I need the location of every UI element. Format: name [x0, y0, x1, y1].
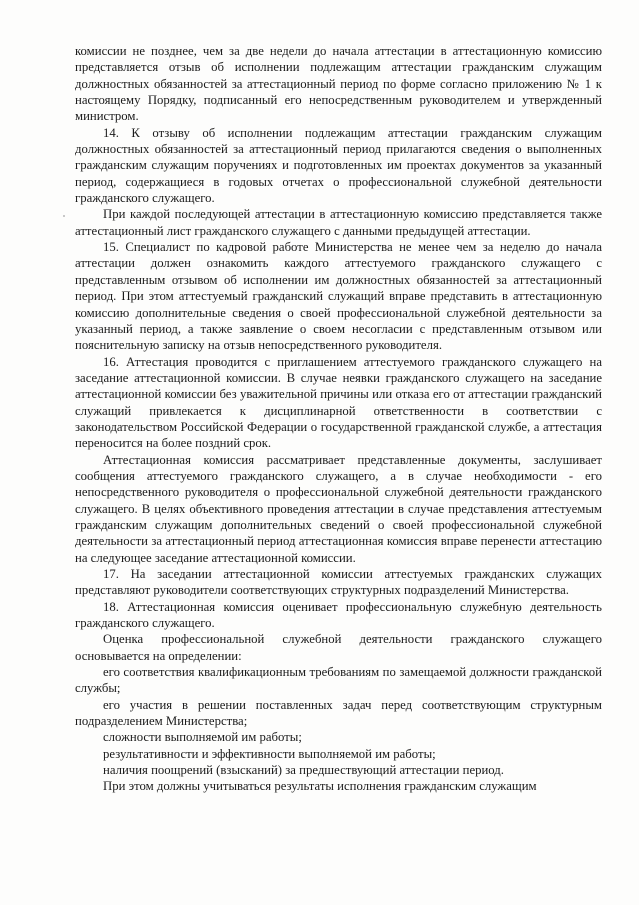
scan-speck [63, 215, 65, 217]
paragraph-16: 16. Аттестация проводится с приглашением аттестуемого гражданского служащего на заседание аттестационной комиссии. В случае неявки гражданского служащего на заседание аттестационной комиссии без уважительной причины или отказа его от аттестации гражданский служащий привлекается к дисциплинарной ответственности в соответствии с законодательством Российской Федерации о государственной гражданской службе, а аттестация переносится на более поздний срок. [75, 354, 602, 451]
list-item-complexity: сложности выполняемой им работы; [103, 730, 302, 745]
document-body [75, 43, 602, 795]
paragraph-continuation: комиссии не позднее, чем за две недели до начала аттестации в аттестационную комиссию представляется отзыв об исполнении подлежащим аттестации гражданским служащим должностных обязанностей за аттестационный период по форме согласно приложению № 1 к настоящему Порядку, подписанный его непосредственным руководителем и утвержденный министром. [75, 44, 602, 124]
list-item-effectiveness: результативности и эффективности выполняемой им работы; [103, 746, 436, 761]
paragraph-repeat-attestation: При каждой последующей аттестации в аттестационную комиссию представляется также аттестационный лист гражданского служащего с данными предыдущей аттестации. [75, 207, 602, 238]
list-item-qualification: его соответствия квалификационным требованиям по замещаемой должности гражданской службы; [75, 665, 602, 696]
paragraph-final-partial: При этом должны учитываться результаты исполнения гражданским служащим [103, 779, 537, 794]
list-item-rewards: наличия поощрений (взысканий) за предшествующий аттестации период. [103, 763, 504, 778]
paragraph-14: 14. К отзыву об исполнении подлежащим аттестации гражданским служащим должностных обязанностей за аттестационный период прилагаются сведения о выполненных гражданским служащим поручениях и подготовленных им проектах документов за указанный период, содержащиеся в годовых отчетах о профессиональной служебной деятельности гражданского служащего. [75, 125, 602, 206]
paragraph-commission-review: Аттестационная комиссия рассматривает представленные документы, заслушивает сообщения аттестуемого гражданского служащего, а в случае необходимости - его непосредственного руководителя о профессиональной служебной деятельности гражданского служащего. В целях объективного проведения аттестации в случае представления аттестуемым гражданским служащим дополнительных сведений о своей профессиональной служебной деятельности за аттестационный период аттестационная комиссия вправе перенести аттестацию на следующее заседание аттестационной комиссии. [75, 452, 602, 565]
paragraph-evaluation-basis: Оценка профессиональной служебной деятельности гражданского служащего основывается на определении: [75, 632, 602, 663]
paragraph-18: 18. Аттестационная комиссия оценивает профессиональную служебную деятельность гражданского служащего. [75, 599, 602, 631]
paragraph-17: 17. На заседании аттестационной комиссии аттестуемых гражданских служащих представляют руководители соответствующих структурных подразделений Министерства. [75, 567, 602, 598]
paragraph-15: 15. Специалист по кадровой работе Министерства не менее чем за неделю до начала аттестации должен ознакомить каждого аттестуемого гражданского служащего с представленным отзывом об исполнении им должностных обязанностей за аттестационный период. При этом аттестуемый гражданский служащий вправе представить в аттестационную комиссию дополнительные сведения о своей профессиональной служебной деятельности за указанный период, а также заявление о своем несогласии с представленным отзывом или пояснительную записку на отзыв непосредственного руководителя. [75, 240, 602, 353]
list-item-participation: его участия в решении поставленных задач перед соответствующим структурным подразделением Министерства; [75, 697, 602, 729]
